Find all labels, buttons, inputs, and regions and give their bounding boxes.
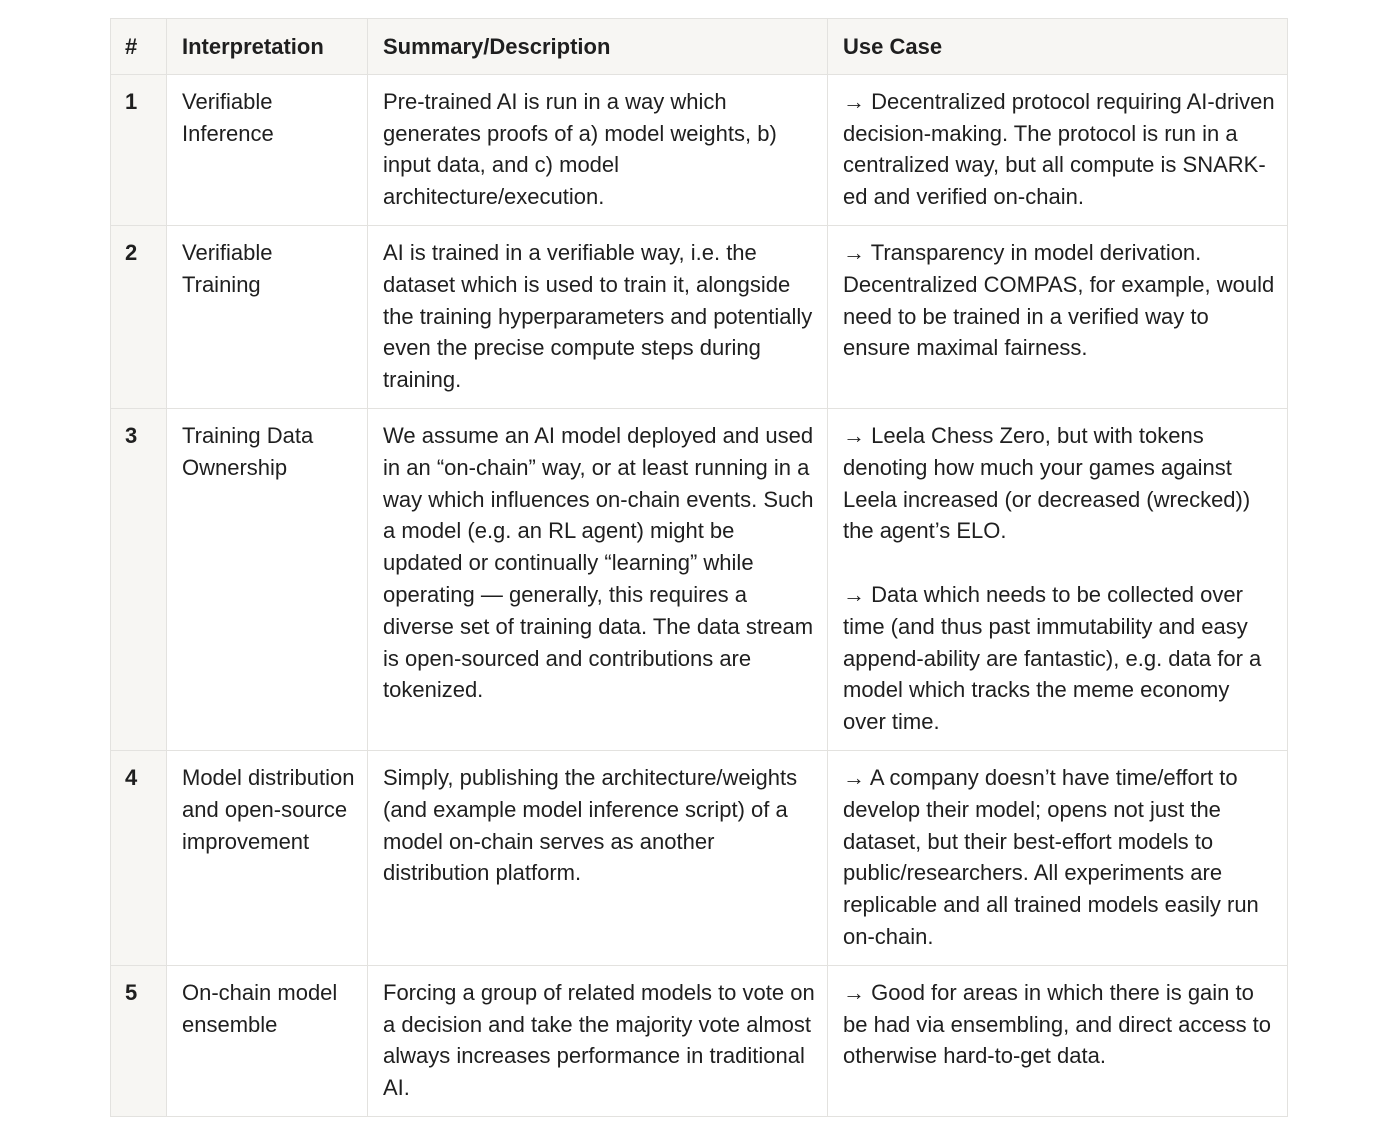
row-interpretation: On-chain model ensemble [167,965,368,1116]
header-number: # [111,19,167,75]
row-number: 4 [111,750,167,965]
table-row [111,74,1288,225]
row-interpretation: Verifiable Inference [167,74,368,225]
use-case-paragraph: → Data which needs to be collected over time (and thus past immutability and easy append-ability are fantastic), e.g. data for a model which tracks the meme economy over time. [843,581,1262,735]
interpretations-table-container [110,18,1287,1117]
table-header [111,19,1288,75]
header-row [111,19,1288,75]
use-case-paragraph: → Leela Chess Zero, but with tokens denoting how much your games against Leela increased (or decreased (wrecked)) the agent’s ELO. [843,422,1251,544]
row-interpretation: Model distribution and open-source improvement [167,750,368,965]
row-summary: We assume an AI model deployed and used in an “on-chain” way, or at least running in a way which influences on-chain events. Such a model (e.g. an RL agent) might be updated or continually “learning” while operating — generally, this requires a diverse set of training data. The data stream is open-sourced and contributions are tokenized. [368,408,828,750]
row-number: 1 [111,74,167,225]
row-use-case [828,74,1288,225]
row-interpretation: Training Data Ownership [167,408,368,750]
row-use-case [828,408,1288,750]
row-use-case [828,750,1288,965]
table-body [111,74,1288,1116]
row-number: 2 [111,225,167,408]
row-number: 3 [111,408,167,750]
row-summary: AI is trained in a verifiable way, i.e. the dataset which is used to train it, alongside the training hyperparameters and potentially even the precise compute steps during training. [368,225,828,408]
table-row [111,408,1288,750]
use-case-paragraph: → Good for areas in which there is gain to be had via ensembling, and direct access to otherwise hard-to-get data. [843,979,1272,1069]
use-case-paragraph: → Decentralized protocol requiring AI-driven decision-making. The protocol is run in a centralized way, but all compute is SNARK-ed and verified on-chain. [843,88,1275,210]
use-case-paragraph: → A company doesn’t have time/effort to develop their model; opens not just the dataset, but their best-effort models to public/researchers. All experiments are replicable and all trained models easily run on-chain. [843,764,1259,949]
header-summary: Summary/Description [368,19,828,75]
row-interpretation: Verifiable Training [167,225,368,408]
table-row [111,225,1288,408]
row-summary: Pre-trained AI is run in a way which generates proofs of a) model weights, b) input data, and c) model architecture/execution. [368,74,828,225]
row-number: 5 [111,965,167,1116]
row-summary: Forcing a group of related models to vote on a decision and take the majority vote almost always increases performance in traditional AI. [368,965,828,1116]
row-use-case [828,965,1288,1116]
use-case-paragraph: → Transparency in model derivation. Decentralized COMPAS, for example, would need to be trained in a verified way to ensure maximal fairness. [843,239,1275,361]
row-summary: Simply, publishing the architecture/weights (and example model inference script) of a model on-chain serves as another distribution platform. [368,750,828,965]
table-row [111,965,1288,1116]
header-interpretation: Interpretation [167,19,368,75]
interpretations-table [110,18,1288,1117]
table-row [111,750,1288,965]
header-use-case: Use Case [828,19,1288,75]
row-use-case [828,225,1288,408]
